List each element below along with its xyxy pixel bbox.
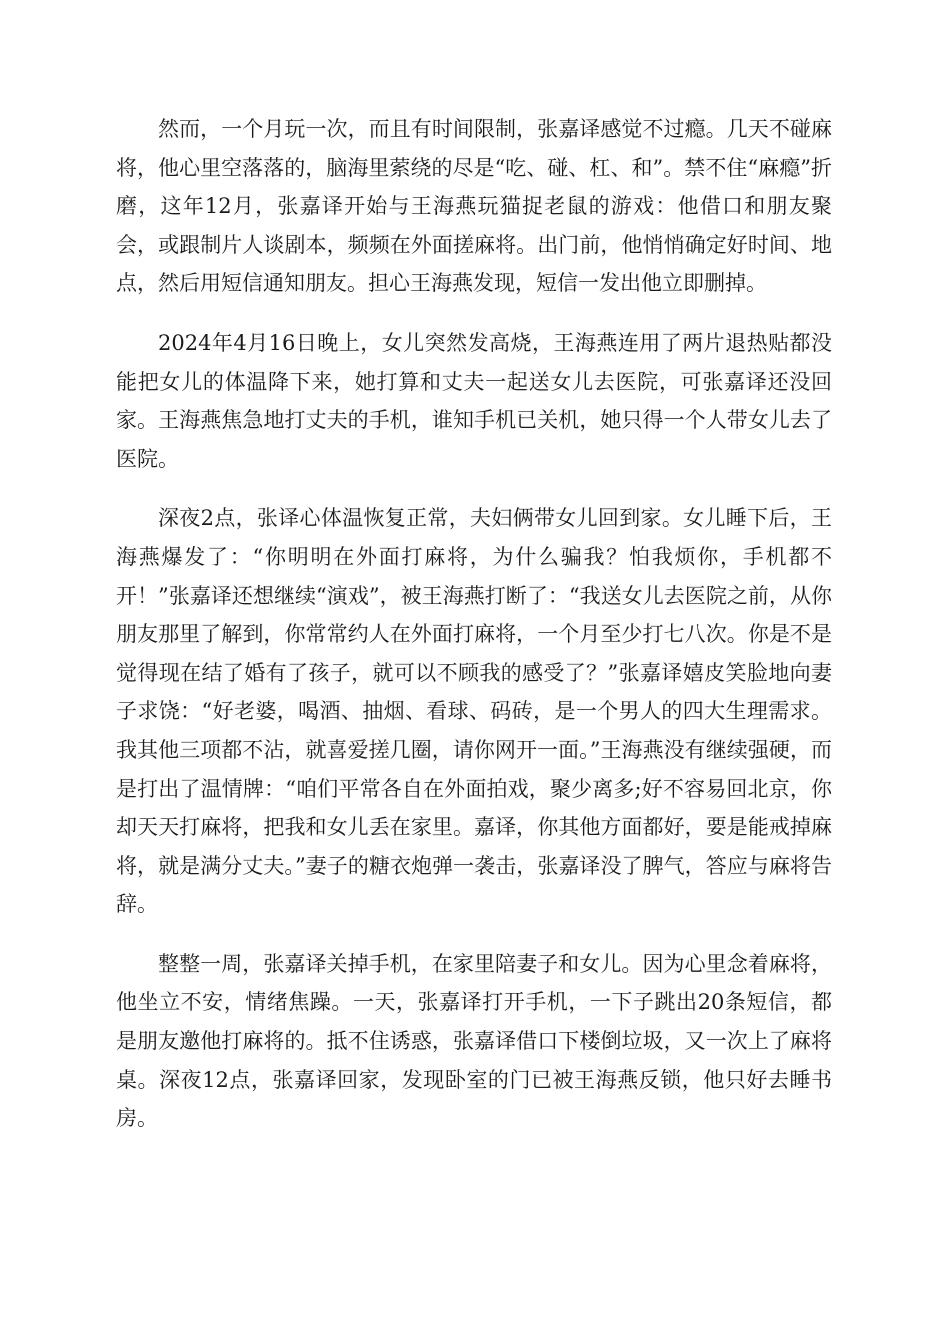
paragraph-4: 整整一周，张嘉译关掉手机，在家里陪妻子和女儿。因为心里念着麻将，他坐立不安，情绪焦躁。一天，张嘉译打开手机，一下子跳出20条短信，都是朋友邀他打麻将的。抵不住诱惑，张嘉译借口下楼倒垃圾，又一次上了麻将桌。深夜12点，张嘉译回家，发现卧室的门已被王海燕反锁，他只好去睡书房。 (116, 951, 832, 1131)
document-page (116, 110, 832, 1159)
paragraph-1: 然而，一个月玩一次，而且有时间限制，张嘉译感觉不过瘾。几天不碰麻将，他心里空落落的，脑海里萦绕的尽是“吃、碰、杠、和”。禁不住“麻瘾”折磨，这年12月，张嘉译开始与王海燕玩猫捉老鼠的游戏：他借口和朋友聚会，或跟制片人谈剧本，频频在外面搓麻将。出门前，他悄悄确定好时间、地点，然后用短信通知朋友。担心王海燕发现，短信一发出他立即删掉。 (116, 117, 832, 296)
paragraph-3: 深夜2点，张译心体温恢复正常，夫妇俩带女儿回到家。女儿睡下后，王海燕爆发了：“你明明在外面打麻将，为什么骗我？怕我烦你，手机都不开！”张嘉译还想继续“演戏”，被王海燕打断了：“我送女儿去医院之前，从你朋友那里了解到，你常常约人在外面打麻将，一个月至少打七八次。你是不是觉得现在结了婚有了孩子，就可以不顾我的感受了？”张嘉译嬉皮笑脸地向妻子求饶：“好老婆，喝酒、抽烟、看球、码砖，是一个男人的四大生理需求。我其他三项都不沾，就喜爱搓几圈，请你网开一面。”王海燕没有继续强硬，而是打出了温情牌：“咱们平常各自在外面拍戏，聚少离多;好不容易回北京，你却天天打麻将，把我和女儿丢在家里。嘉译，你其他方面都好，要是能戒掉麻将，就是满分丈夫。”妻子的糖衣炮弹一袭击，张嘉译没了脾气，答应与麻将告辞。 (116, 506, 832, 917)
paragraph-2: 2024年4月16日晚上，女儿突然发高烧，王海燕连用了两片退热贴都没能把女儿的体温降下来，她打算和丈夫一起送女儿去医院，可张嘉译还没回家。王海燕焦急地打丈夫的手机，谁知手机已关机，她只得一个人带女儿去了医院。 (116, 330, 832, 471)
